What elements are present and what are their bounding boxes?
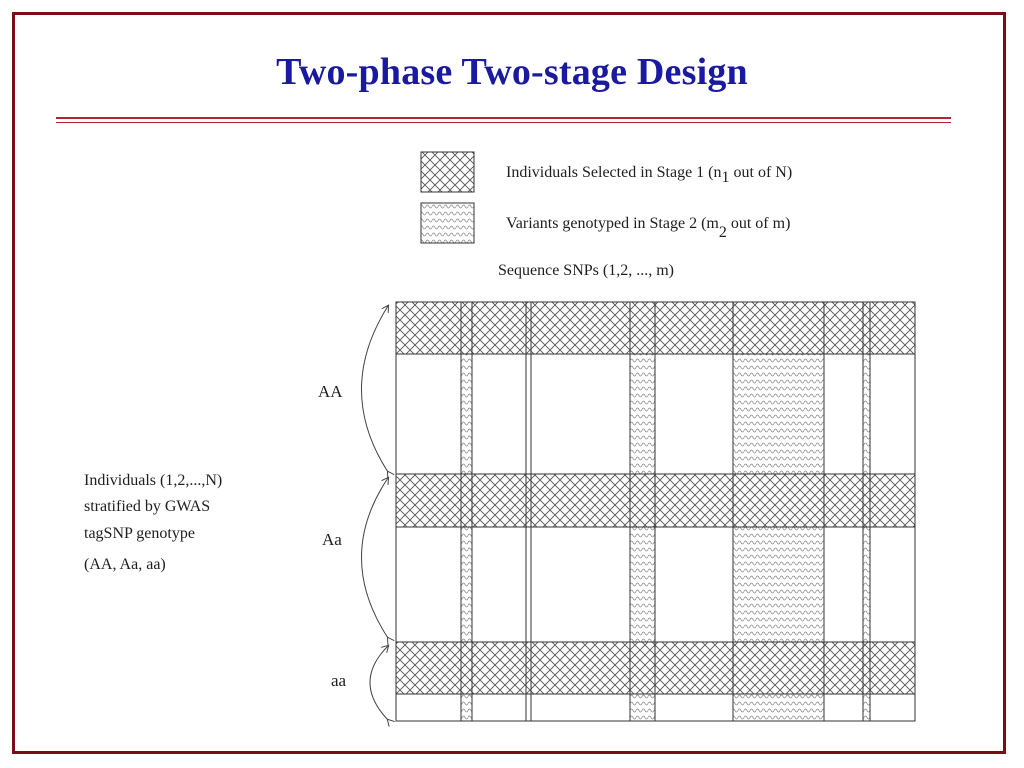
legend-stage1-text: Individuals Selected in Stage 1 (n1 out of N) xyxy=(506,164,793,186)
stage2-col-3 xyxy=(733,354,824,474)
stage2-col-2 xyxy=(630,354,655,474)
genotype-label-Aa: Aa xyxy=(322,530,342,549)
legend-stage1-swatch xyxy=(421,152,474,192)
slide-title: Two-phase Two-stage Design xyxy=(276,51,748,93)
rows-label-line2: stratified by GWAS xyxy=(84,498,211,515)
legend-stage2-tail: out of m) xyxy=(726,215,791,232)
legend xyxy=(421,152,792,243)
legend-stage2-swatch xyxy=(421,203,474,243)
rows-label-line4: (AA, Aa, aa) xyxy=(84,556,166,573)
genotype-brackets xyxy=(362,306,389,720)
rows-label-line3: tagSNP genotype xyxy=(84,525,195,542)
rows-label-line1: Individuals (1,2,...,N) xyxy=(84,472,223,489)
legend-stage2-sub: 2 xyxy=(718,224,727,241)
genotype-label-aa: aa xyxy=(331,671,347,690)
rows-description xyxy=(84,472,222,573)
bracket-AA-arrow xyxy=(362,306,389,472)
bracket-Aa-arrow xyxy=(362,478,389,638)
columns-label: Sequence SNPs (1,2, ..., m) xyxy=(498,262,674,279)
legend-stage1-sub: 1 xyxy=(721,169,730,186)
legend-stage2-text: Variants genotyped in Stage 2 (m2 out of m) xyxy=(506,215,791,241)
genotype-label-AA: AA xyxy=(318,382,343,401)
stage2-col-4 xyxy=(863,354,870,474)
design-grid xyxy=(396,302,915,721)
stage2-col-1 xyxy=(461,354,472,474)
legend-stage1-tail: out of N) xyxy=(729,164,793,181)
bracket-aa-arrow xyxy=(370,646,388,720)
